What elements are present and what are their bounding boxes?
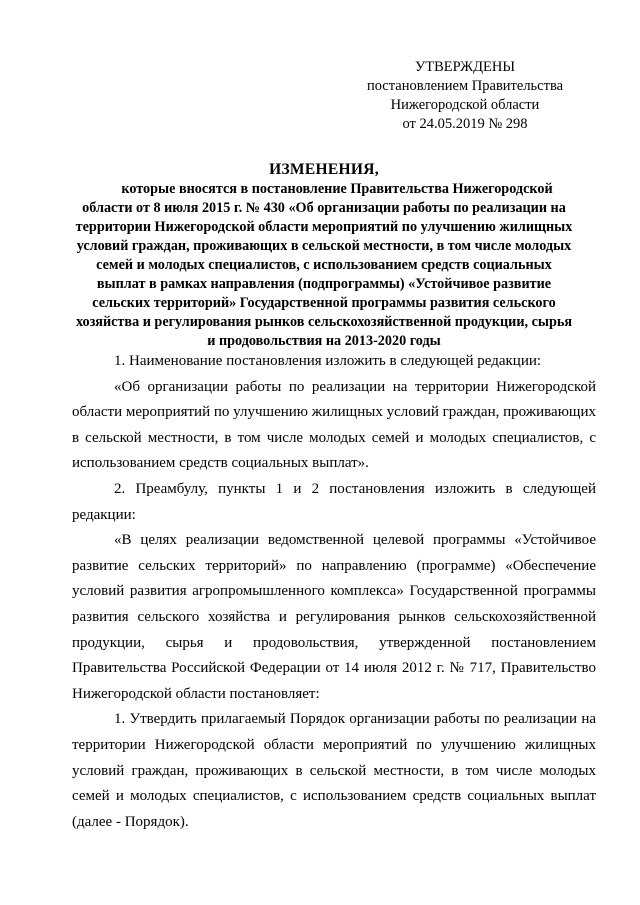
paragraph-2: «Об организации работы по реализации на территории Нижегородской области мероприятий по улучшению жилищных условий граждан, проживающих в сельской местности, в том числе молодых семей и молодых специалистов, с использованием средств социальных выплат». bbox=[72, 378, 596, 472]
paragraph-3: 2. Преамбулу, пункты 1 и 2 постановления изложить в следующей редакции: bbox=[72, 480, 596, 523]
approval-region-line: Нижегородской области bbox=[390, 97, 540, 113]
approval-stamp bbox=[360, 58, 570, 134]
approval-date-number: от 24.05.2019 № 298 bbox=[402, 116, 528, 132]
approval-approved-label: УТВЕРЖДЕНЫ bbox=[414, 59, 516, 75]
paragraph-1: 1. Наименование постановления изложить в следующей редакции: bbox=[114, 353, 542, 369]
paragraph-4: «В целях реализации ведомственной целевой программы «Устойчивое развитие сельских территорий» по направлению (программе) «Обеспечение условий развития агропромышленного комплекса» Государственной программы развития сельского хозяйства и регулирования рынков сельскохозяйственной продукции, сырья и продовольствия, утвержденной постановлением Правительства Российской Федерации от 14 июля 2012 г. № 717, Правительство Нижегородской области постановляет: bbox=[72, 532, 596, 702]
heading-subtitle: которые вносятся в постановление Правительства Нижегородской области от 8 июля 2015 г. № 430 «Об организации работы по реализации на территории Нижегородской области мероприятий по улучшению жилищных условий граждан, проживающих в сельской местности, в том числе молодых семей и молодых специалистов, с использованием средств социальных выплат в рамках направления (подпрограммы) «Устойчивое развитие сельских территорий» Государственной программы развития сельского хозяйства и регулирования рынков сельскохозяйственной продукции, сырья и продовольствия на 2013-2020 годы bbox=[75, 181, 573, 349]
approval-issuer-line: постановлением Правительства bbox=[366, 78, 564, 94]
paragraph-5: 1. Утвердить прилагаемый Порядок организации работы по реализации на территории Нижегородской области мероприятий по улучшению жилищных условий граждан, проживающих в сельской местности, в том числе молодых семей и молодых специалистов, с использованием средств социальных выплат (далее - Порядок). bbox=[72, 711, 596, 830]
heading-title: ИЗМЕНЕНИЯ, bbox=[269, 161, 379, 178]
document-heading bbox=[72, 160, 576, 351]
document-body bbox=[72, 349, 596, 835]
